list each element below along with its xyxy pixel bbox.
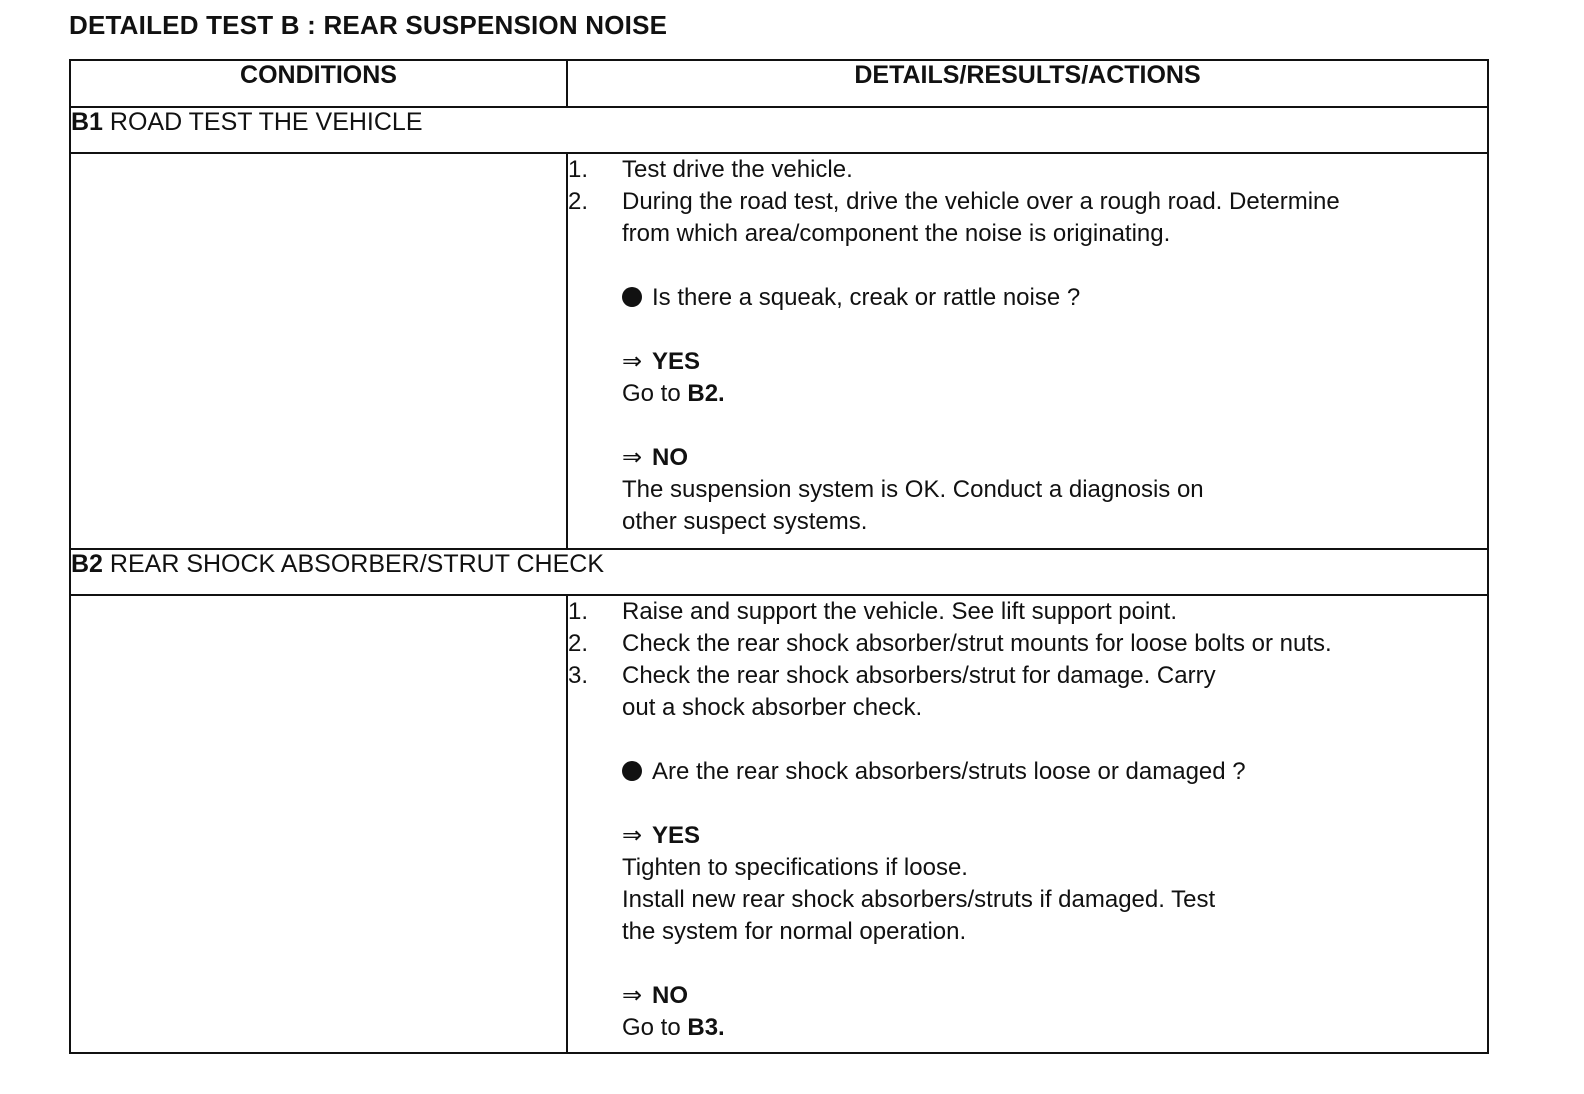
step-b1-header bbox=[70, 107, 1488, 153]
action-text: The suspension system is OK. Conduct a diagnosis on bbox=[622, 476, 1204, 503]
conditions-column-header: CONDITIONS bbox=[70, 60, 567, 107]
action-text: the system for normal operation. bbox=[622, 918, 967, 945]
no-label: NO bbox=[652, 444, 688, 471]
action-text: Install new rear shock absorbers/struts if damaged. Test bbox=[622, 886, 1216, 913]
list-item bbox=[568, 660, 1487, 724]
list-item bbox=[568, 154, 1487, 186]
diagnostic-table bbox=[69, 59, 1489, 1054]
details-cell bbox=[567, 595, 1488, 1053]
step-b2-header bbox=[70, 549, 1488, 595]
step-code: B1 bbox=[71, 108, 103, 136]
bullet-icon bbox=[622, 761, 642, 781]
item-text: Raise and support the vehicle. See lift support point. bbox=[622, 598, 1177, 625]
item-number: 2. bbox=[568, 188, 589, 215]
arrow-right-icon: ⇒ bbox=[622, 822, 643, 849]
item-text: During the road test, drive the vehicle over a rough road. Determine bbox=[622, 188, 1340, 215]
action-text: Go to bbox=[622, 380, 681, 407]
step-body-row bbox=[70, 153, 1488, 549]
conditions-cell bbox=[70, 595, 567, 1053]
document-title: DETAILED TEST B : REAR SUSPENSION NOISE bbox=[69, 10, 668, 40]
details-cell bbox=[567, 153, 1488, 549]
no-answer bbox=[568, 980, 1487, 1044]
conditions-cell bbox=[70, 153, 567, 549]
list-item bbox=[568, 186, 1487, 250]
yes-answer bbox=[568, 346, 1487, 410]
step-code: B2 bbox=[71, 550, 103, 578]
arrow-right-icon: ⇒ bbox=[622, 982, 643, 1009]
item-text: from which area/component the noise is originating. bbox=[622, 220, 1171, 247]
step-header-row bbox=[70, 107, 1488, 153]
question bbox=[568, 282, 1487, 314]
step-reference: B3. bbox=[687, 1014, 725, 1041]
details-column-header: DETAILS/RESULTS/ACTIONS bbox=[567, 60, 1488, 107]
arrow-right-icon: ⇒ bbox=[622, 348, 643, 375]
list-item bbox=[568, 628, 1487, 660]
step-title: REAR SHOCK ABSORBER/STRUT CHECK bbox=[109, 550, 605, 578]
no-answer bbox=[568, 442, 1487, 538]
arrow-right-icon: ⇒ bbox=[622, 444, 643, 471]
question bbox=[568, 756, 1487, 788]
item-text: Check the rear shock absorber/strut mounts for loose bolts or nuts. bbox=[622, 630, 1332, 657]
table-header-row bbox=[70, 60, 1488, 107]
bullet-icon bbox=[622, 287, 642, 307]
yes-label: YES bbox=[652, 822, 701, 849]
item-number: 3. bbox=[568, 662, 589, 689]
yes-label: YES bbox=[652, 348, 701, 375]
item-number: 1. bbox=[568, 598, 589, 625]
item-number: 2. bbox=[568, 630, 589, 657]
action-text: Tighten to specifications if loose. bbox=[622, 854, 968, 881]
action-text: Go to bbox=[622, 1014, 681, 1041]
item-text: Test drive the vehicle. bbox=[622, 156, 853, 183]
action-text: other suspect systems. bbox=[622, 508, 868, 535]
item-text: Check the rear shock absorbers/strut for damage. Carry bbox=[622, 662, 1216, 689]
list-item bbox=[568, 596, 1487, 628]
step-reference: B2. bbox=[687, 380, 725, 407]
question-text: Is there a squeak, creak or rattle noise ? bbox=[652, 284, 1081, 311]
step-title: ROAD TEST THE VEHICLE bbox=[109, 108, 423, 136]
step-header-row bbox=[70, 549, 1488, 595]
question-text: Are the rear shock absorbers/struts loose or damaged ? bbox=[652, 758, 1246, 785]
no-label: NO bbox=[652, 982, 688, 1009]
step-body-row bbox=[70, 595, 1488, 1053]
item-number: 1. bbox=[568, 156, 589, 183]
item-text: out a shock absorber check. bbox=[622, 694, 923, 721]
yes-answer bbox=[568, 820, 1487, 948]
